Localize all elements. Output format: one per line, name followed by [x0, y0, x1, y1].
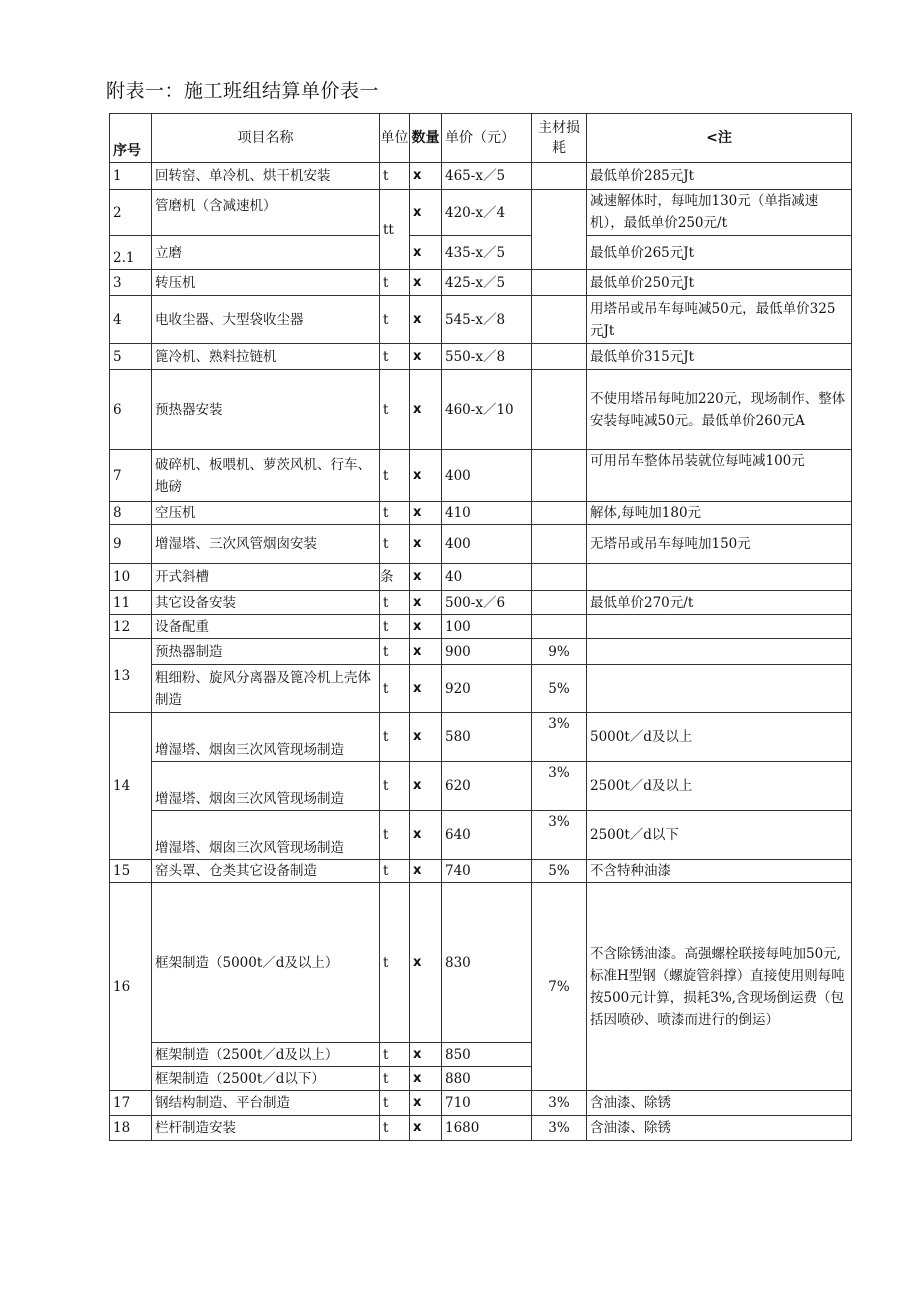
cell-price: 425-x／5 — [442, 270, 532, 296]
table-row — [110, 1116, 852, 1141]
cell-note — [587, 564, 852, 591]
cell-unit: 条 — [380, 564, 410, 591]
cell-price: 740 — [442, 860, 532, 883]
cell-note: 不含特种油漆 — [587, 860, 852, 883]
cell-name: 框架制造（5000t／d及以上） — [152, 883, 380, 1043]
table-row — [110, 525, 852, 564]
cell-note: 最低单价285元Jt — [587, 163, 852, 190]
cell-name: 电收尘器、大型袋收尘器 — [152, 296, 380, 344]
cell-qty: x — [410, 713, 442, 762]
cell-note: 用塔吊或吊车每吨减50元，最低单价325元Jt — [587, 296, 852, 344]
cell-note: 最低单价250元Jt — [587, 270, 852, 296]
cell-price: 580 — [442, 713, 532, 762]
cell-price: 435-x／5 — [442, 236, 532, 270]
cell-qty: x — [410, 1116, 442, 1141]
cell-seq: 3 — [110, 270, 152, 296]
cell-qty: x — [410, 296, 442, 344]
table-row — [110, 811, 852, 860]
cell-unit: t — [380, 591, 410, 615]
header-seq: 序号 — [110, 114, 152, 163]
cell-loss — [532, 525, 587, 564]
cell-unit: t — [380, 883, 410, 1043]
cell-note: 最低单价265元Jt — [587, 236, 852, 270]
cell-unit: t — [380, 860, 410, 883]
cell-seq: 18 — [110, 1116, 152, 1141]
cell-loss — [532, 296, 587, 344]
cell-qty: x — [410, 190, 442, 236]
header-note: <注 — [587, 114, 852, 163]
table-header-row — [110, 114, 852, 163]
cell-unit: t — [380, 713, 410, 762]
cell-price: 465-x／5 — [442, 163, 532, 190]
cell-seq: 15 — [110, 860, 152, 883]
cell-loss — [532, 591, 587, 615]
cell-price: 400 — [442, 525, 532, 564]
cell-seq: 12 — [110, 615, 152, 639]
cell-price: 830 — [442, 883, 532, 1043]
cell-loss — [532, 344, 587, 370]
cell-unit: t — [380, 502, 410, 525]
cell-name: 其它设备安装 — [152, 591, 380, 615]
cell-qty: x — [410, 564, 442, 591]
cell-qty: x — [410, 344, 442, 370]
cell-qty: x — [410, 615, 442, 639]
cell-loss: 3% — [532, 1116, 587, 1141]
cell-unit: t — [380, 270, 410, 296]
cell-seq: 7 — [110, 450, 152, 502]
table-row — [110, 639, 852, 665]
cell-qty: x — [410, 270, 442, 296]
cell-price: 710 — [442, 1091, 532, 1116]
cell-price: 420-x／4 — [442, 190, 532, 236]
cell-qty: x — [410, 1091, 442, 1116]
cell-loss — [532, 615, 587, 639]
cell-name: 钢结构制造、平台制造 — [152, 1091, 380, 1116]
price-table — [109, 113, 852, 1141]
cell-unit: t — [380, 615, 410, 639]
cell-seq: 16 — [110, 883, 152, 1091]
cell-price: 400 — [442, 450, 532, 502]
cell-seq: 17 — [110, 1091, 152, 1116]
cell-unit: t — [380, 450, 410, 502]
cell-name: 立磨 — [152, 236, 380, 270]
cell-name: 管磨机（含减速机） — [152, 190, 380, 236]
cell-qty: x — [410, 639, 442, 665]
cell-price: 100 — [442, 615, 532, 639]
cell-note: 5000t／d及以上 — [587, 713, 852, 762]
cell-unit: t — [380, 1067, 410, 1091]
cell-unit: t — [380, 296, 410, 344]
cell-unit: t — [380, 370, 410, 450]
cell-price: 880 — [442, 1067, 532, 1091]
cell-loss: 9% — [532, 639, 587, 665]
cell-seq: 11 — [110, 591, 152, 615]
cell-seq: 2 — [110, 190, 152, 236]
cell-price: 500-x／6 — [442, 591, 532, 615]
cell-qty: x — [410, 811, 442, 860]
cell-note: 不含除锈油漆。高强螺栓联接每吨加50元,标准H型钢（螺旋管斜撑）直接使用则每吨按500元计算，损耗3%,含现场倒运费（包括因喷砂、喷漆而进行的倒运） — [587, 883, 852, 1091]
cell-name: 增湿塔、烟囱三次风管现场制造 — [152, 811, 380, 860]
cell-seq: 9 — [110, 525, 152, 564]
cell-note: 无塔吊或吊车每吨加150元 — [587, 525, 852, 564]
cell-name: 转压机 — [152, 270, 380, 296]
cell-seq: 1 — [110, 163, 152, 190]
cell-price: 550-x／8 — [442, 344, 532, 370]
cell-note: 最低单价270元/t — [587, 591, 852, 615]
cell-name: 增湿塔、三次风管烟囱安装 — [152, 525, 380, 564]
table-row — [110, 860, 852, 883]
cell-note: 不使用塔吊每吨加220元，现场制作、整体安装每吨减50元。最低单价260元A — [587, 370, 852, 450]
header-unit: 单位 — [380, 114, 410, 163]
cell-qty: x — [410, 163, 442, 190]
cell-seq: 14 — [110, 713, 152, 860]
cell-note: 可用吊车整体吊装就位每吨减100元 — [587, 450, 852, 502]
cell-qty: x — [410, 370, 442, 450]
cell-note: 含油漆、除锈 — [587, 1116, 852, 1141]
cell-name: 开式斜槽 — [152, 564, 380, 591]
cell-name: 空压机 — [152, 502, 380, 525]
cell-qty: x — [410, 665, 442, 713]
table-row — [110, 450, 852, 502]
cell-unit: t — [380, 639, 410, 665]
table-row — [110, 270, 852, 296]
cell-note: 2500t／d及以上 — [587, 762, 852, 811]
cell-loss — [532, 450, 587, 502]
cell-loss — [532, 502, 587, 525]
cell-name: 设备配重 — [152, 615, 380, 639]
cell-unit: t — [380, 344, 410, 370]
table-row — [110, 883, 852, 1043]
cell-seq: 5 — [110, 344, 152, 370]
header-qty: 数量 — [410, 114, 442, 163]
cell-name: 回转窑、单冷机、烘干机安装 — [152, 163, 380, 190]
cell-price: 850 — [442, 1043, 532, 1067]
cell-price: 920 — [442, 665, 532, 713]
cell-unit: tt — [380, 190, 410, 270]
cell-price: 900 — [442, 639, 532, 665]
cell-loss — [532, 190, 587, 270]
cell-qty: x — [410, 1043, 442, 1067]
cell-qty: x — [410, 883, 442, 1043]
table-row — [110, 236, 852, 270]
cell-qty: x — [410, 1067, 442, 1091]
cell-name: 预热器制造 — [152, 639, 380, 665]
cell-note: 2500t／d以下 — [587, 811, 852, 860]
cell-name: 预热器安装 — [152, 370, 380, 450]
cell-price: 640 — [442, 811, 532, 860]
cell-price: 460-x／10 — [442, 370, 532, 450]
table-row — [110, 564, 852, 591]
cell-note — [587, 615, 852, 639]
table-row — [110, 591, 852, 615]
cell-qty: x — [410, 591, 442, 615]
table-row — [110, 296, 852, 344]
cell-name: 增湿塔、烟囱三次风管现场制造 — [152, 762, 380, 811]
page-title: 附表一：施工班组结算单价表一 — [106, 80, 380, 102]
cell-qty: x — [410, 236, 442, 270]
cell-loss — [532, 370, 587, 450]
table-row — [110, 713, 852, 762]
cell-note: 最低单价315元Jt — [587, 344, 852, 370]
cell-name: 框架制造（2500t／d及以上） — [152, 1043, 380, 1067]
cell-note: 减速解体时，每吨加130元（单指减速机），最低单价250元/t — [587, 190, 852, 236]
cell-name: 栏杆制造安装 — [152, 1116, 380, 1141]
cell-note — [587, 665, 852, 713]
cell-qty: x — [410, 450, 442, 502]
cell-unit: t — [380, 1116, 410, 1141]
cell-qty: x — [410, 525, 442, 564]
cell-unit: t — [380, 665, 410, 713]
cell-seq: 4 — [110, 296, 152, 344]
cell-price: 1680 — [442, 1116, 532, 1141]
cell-unit: t — [380, 1043, 410, 1067]
cell-loss — [532, 163, 587, 190]
table-row — [110, 163, 852, 190]
table-row — [110, 502, 852, 525]
cell-seq: 13 — [110, 639, 152, 713]
cell-loss: 3% — [532, 713, 587, 762]
cell-name: 粗细粉、旋风分离器及篦冷机上壳体制造 — [152, 665, 380, 713]
table-row — [110, 344, 852, 370]
cell-unit: t — [380, 811, 410, 860]
table-row — [110, 665, 852, 713]
header-loss: 主材损耗 — [532, 114, 587, 163]
cell-seq: 10 — [110, 564, 152, 591]
cell-unit: t — [380, 163, 410, 190]
cell-name: 框架制造（2500t／d以下） — [152, 1067, 380, 1091]
cell-name: 增湿塔、烟囱三次风管现场制造 — [152, 713, 380, 762]
cell-seq: 6 — [110, 370, 152, 450]
table-row — [110, 370, 852, 450]
cell-loss: 7% — [532, 883, 587, 1091]
cell-price: 545-x／8 — [442, 296, 532, 344]
cell-price: 620 — [442, 762, 532, 811]
cell-qty: x — [410, 502, 442, 525]
cell-seq: 8 — [110, 502, 152, 525]
cell-loss: 5% — [532, 860, 587, 883]
cell-qty: x — [410, 860, 442, 883]
cell-name: 篦冷机、熟料拉链机 — [152, 344, 380, 370]
table-row — [110, 762, 852, 811]
cell-price: 40 — [442, 564, 532, 591]
cell-loss — [532, 564, 587, 591]
cell-loss — [532, 270, 587, 296]
header-price: 单价（元） — [442, 114, 532, 163]
table-row — [110, 615, 852, 639]
cell-unit: t — [380, 1091, 410, 1116]
cell-name: 窑头罩、仓类其它设备制造 — [152, 860, 380, 883]
cell-loss: 3% — [532, 762, 587, 811]
cell-loss: 3% — [532, 1091, 587, 1116]
cell-qty: x — [410, 762, 442, 811]
cell-note — [587, 639, 852, 665]
cell-loss: 5% — [532, 665, 587, 713]
cell-unit: t — [380, 762, 410, 811]
cell-note: 解体,每吨加180元 — [587, 502, 852, 525]
header-name: 项目名称 — [152, 114, 380, 163]
cell-price: 410 — [442, 502, 532, 525]
cell-unit: t — [380, 525, 410, 564]
cell-seq: 2.1 — [110, 236, 152, 270]
table-row — [110, 190, 852, 236]
cell-note: 含油漆、除锈 — [587, 1091, 852, 1116]
table-row — [110, 1091, 852, 1116]
cell-loss: 3% — [532, 811, 587, 860]
cell-name: 破碎机、板喂机、萝茨风机、行车、地磅 — [152, 450, 380, 502]
